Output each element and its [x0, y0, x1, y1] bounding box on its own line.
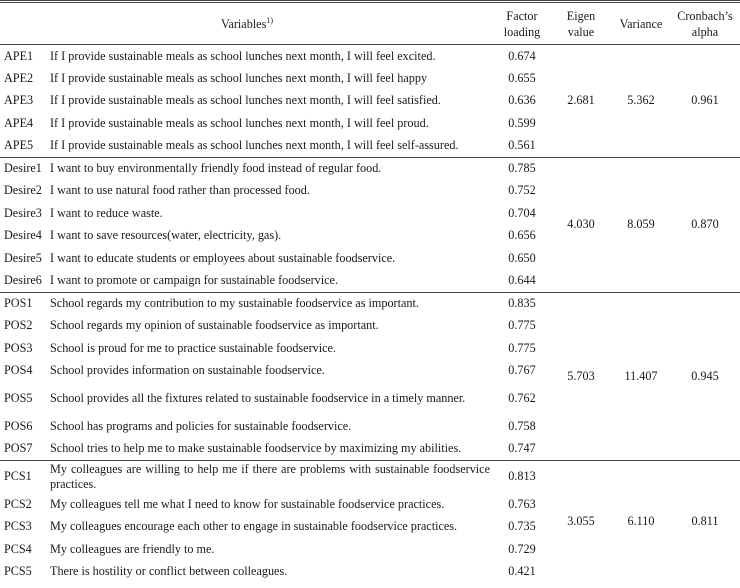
- item-code: POS4: [4, 363, 33, 378]
- factor-loading: 0.762: [508, 391, 536, 405]
- item-statement: School tries to help me to make sustainable foodservice by maximizing my abilities.: [50, 441, 462, 455]
- header-variables: Variables$^{1)}$: [220, 15, 274, 31]
- item-code: Desire4: [4, 228, 42, 243]
- eigen-value: 5.703: [567, 368, 595, 383]
- table-header: [0, 2, 740, 45]
- factor-loading: 0.758: [508, 418, 536, 433]
- factor-loading: 0.636: [508, 93, 536, 108]
- item-code: Desire3: [4, 205, 42, 220]
- item-statement: School regards my contribution to my sustainable foodservice as important.: [50, 296, 419, 310]
- item-statement: I want to promote or campaign for sustainable foodservice.: [50, 273, 339, 287]
- header-factor-loading: Factor loading: [503, 8, 541, 39]
- variance-value: 5.362: [627, 93, 655, 108]
- item-statement: I want to save resources(water, electricity, gas).: [50, 228, 282, 243]
- factor-loading: 0.644: [508, 273, 536, 287]
- item-code: APE2: [4, 70, 34, 85]
- factor-loading: 0.561: [508, 138, 536, 152]
- item-code: POS5: [4, 391, 33, 405]
- item-statement: If I provide sustainable meals as school lunches next month, I will feel happy: [50, 70, 428, 85]
- item-code: PCS1: [4, 469, 32, 484]
- item-statement: School regards my opinion of sustainable foodservice as important.: [50, 318, 379, 333]
- header-variance: Variance: [619, 16, 663, 31]
- item-statement: My colleagues are friendly to me.: [50, 541, 215, 556]
- item-code: Desire2: [4, 183, 42, 198]
- cronbach-alpha-value: 0.945: [691, 368, 719, 383]
- factor-loading: 0.655: [508, 70, 536, 85]
- item-statement: I want to reduce waste.: [50, 205, 163, 220]
- item-code: POS7: [4, 441, 33, 455]
- item-code: Desire5: [4, 250, 42, 265]
- item-statement: I want to buy environmentally friendly food instead of regular food.: [50, 161, 382, 175]
- factor-loading: 0.747: [508, 441, 536, 455]
- cronbach-alpha-value: 0.961: [691, 93, 719, 108]
- item-code: POS1: [4, 296, 33, 310]
- item-statement: My colleagues encourage each other to engage in sustainable foodservice practices.: [50, 519, 458, 534]
- factor-loading: 0.752: [508, 183, 536, 198]
- item-code: APE5: [4, 138, 34, 152]
- factor-group-ape: [0, 45, 740, 158]
- item-code: PCS4: [4, 541, 32, 556]
- item-statement: I want to educate students or employees about sustainable foodservice.: [50, 250, 396, 265]
- factor-loading: 0.650: [508, 250, 536, 265]
- item-code: APE1: [4, 48, 34, 63]
- item-statement: School provides information on sustainable foodservice.: [50, 363, 325, 378]
- item-statement: My colleagues are willing to help me if there are problems with sustainable foodservice practices.: [50, 461, 490, 491]
- item-code: POS3: [4, 340, 33, 355]
- variance-value: 6.110: [627, 514, 655, 529]
- factor-loading: 0.599: [508, 115, 536, 130]
- item-code: Desire1: [4, 161, 42, 175]
- factor-loading: 0.775: [508, 318, 536, 333]
- item-code: APE4: [4, 115, 34, 130]
- factor-loading: 0.775: [508, 340, 536, 355]
- eigen-value: 3.055: [567, 514, 595, 529]
- item-code: POS2: [4, 318, 33, 333]
- factor-loading: 0.704: [508, 205, 536, 220]
- item-code: Desire6: [4, 273, 42, 287]
- factor-group-pcs: [0, 460, 740, 583]
- table-row: [0, 157, 740, 180]
- item-statement: School is proud for me to practice sustainable foodservice.: [50, 340, 336, 355]
- item-statement: If I provide sustainable meals as school lunches next month, I will feel self-assured.: [50, 138, 459, 152]
- factor-loading: 0.729: [508, 541, 536, 556]
- item-statement: School has programs and policies for sustainable foodservice.: [50, 418, 352, 433]
- variance-value: 8.059: [627, 217, 655, 231]
- item-code: APE3: [4, 93, 34, 108]
- item-code: PCS5: [4, 564, 32, 579]
- item-code: PCS2: [4, 496, 32, 511]
- cronbach-alpha-value: 0.811: [691, 514, 719, 529]
- factor-loading: 0.735: [508, 519, 536, 534]
- table-row: [0, 45, 740, 68]
- item-statement: I want to use natural food rather than processed food.: [50, 183, 310, 198]
- factor-loading: 0.813: [508, 469, 536, 484]
- factor-loading: 0.656: [508, 228, 536, 243]
- factor-loading: 0.674: [508, 48, 536, 63]
- item-code: PCS3: [4, 519, 32, 534]
- factor-loading: 0.763: [508, 496, 536, 511]
- item-code: POS6: [4, 418, 33, 433]
- table-row: [0, 292, 740, 315]
- header-cronbach-alpha: Cronbach’s alpha: [677, 8, 733, 39]
- item-statement: If I provide sustainable meals as school lunches next month, I will feel satisfied.: [50, 93, 441, 108]
- item-statement: There is hostility or conflict between colleagues.: [50, 564, 288, 579]
- factor-group-desire: [0, 157, 740, 292]
- variance-value: 11.407: [624, 368, 658, 383]
- factor-loading: 0.785: [508, 161, 536, 175]
- item-statement: If I provide sustainable meals as school lunches next month, I will feel excited.: [50, 48, 436, 63]
- header-eigen-value: Eigen value: [566, 8, 596, 39]
- item-statement: If I provide sustainable meals as school lunches next month, I will feel proud.: [50, 115, 429, 130]
- factor-loading: 0.835: [508, 296, 536, 310]
- cronbach-alpha-value: 0.870: [691, 217, 719, 231]
- item-statement: School provides all the fixtures related to sustainable foodservice in a timely manner.: [50, 391, 466, 405]
- item-statement: My colleagues tell me what I need to know for sustainable foodservice practices.: [50, 496, 445, 511]
- eigen-value: 2.681: [567, 93, 595, 108]
- factor-loading: 0.767: [508, 363, 536, 378]
- factor-group-pos: [0, 292, 740, 460]
- factor-loading: 0.421: [508, 564, 536, 579]
- table-row: [0, 460, 740, 493]
- eigen-value: 4.030: [567, 217, 595, 231]
